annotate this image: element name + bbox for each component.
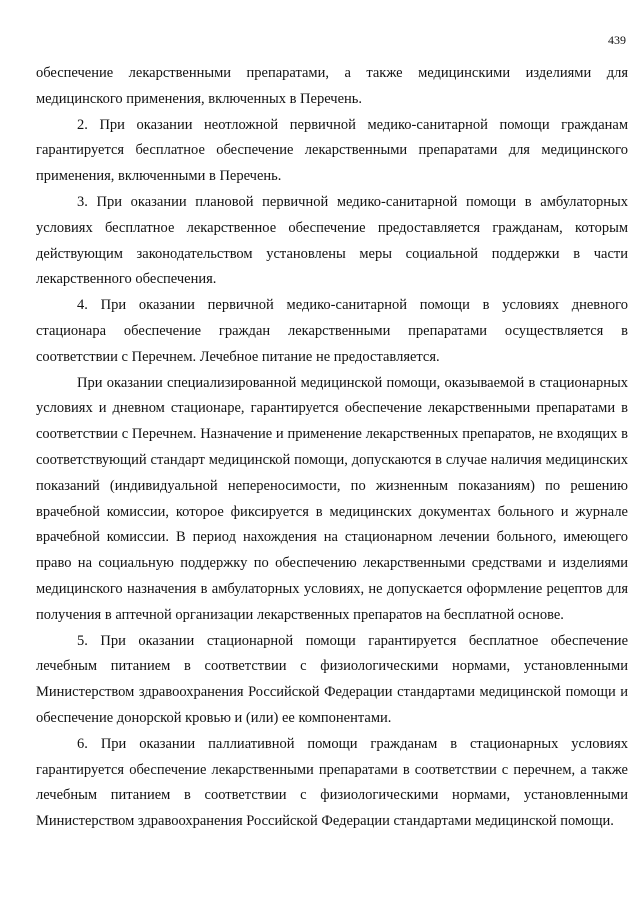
page-number: 439 bbox=[608, 33, 626, 47]
paragraph-item-5: 5. При оказании стационарной помощи гарантируется бесплатное обеспечение лечебным питанием в соответствии с физиологическими нормами, установленными Министерством здравоохранения Российской Федерации стандартами медицинской помощи и обеспечение донорской кровью и (или) ее компонентами. bbox=[36, 632, 628, 726]
paragraph-item-3: 3. При оказании плановой первичной медико-санитарной помощи в амбулаторных условиях бесплатное лекарственное обеспечение предоставляется гражданам, которым действующим законодательством установлены меры социальной поддержки в части лекарственного обеспечения. bbox=[36, 193, 628, 288]
document-body bbox=[36, 61, 628, 835]
paragraph-specialized-care: При оказании специализированной медицинской помощи, оказываемой в стационарных условиях и дневном стационаре, гарантируется обеспечение лекарственными препаратами в соответствии с Перечнем. Назначение и применение лекарственных препаратов, не входящих в соответствующий стандарт медицинской помощи, допускаются в случае наличия медицинских показаний (индивидуальной непереносимости, по жизненным показаниям) по решению врачебной комиссии, которое фиксируется в медицинских документах больного и журнале врачебной комиссии. В период нахождения на стационарном лечении больного, имеющего право на социальную поддержку по обеспечению лекарственными средствами и изделиями медицинского назначения в амбулаторных условиях, не допускается оформление рецептов для получения в аптечной организации лекарственных препаратов на бесплатной основе. bbox=[36, 374, 628, 623]
paragraph-item-6: 6. При оказании паллиативной помощи гражданам в стационарных условиях гарантируется обеспечение лекарственными препаратами в соответствии с перечнем, а также лечебным питанием в соответствии с физиологическими нормами, установленными Министерством здравоохранения Российской Федерации стандартами медицинской помощи. bbox=[36, 735, 628, 830]
paragraph-continuation: обеспечение лекарственными препаратами, а также медицинскими изделиями для медицинского применения, включенных в Перечень. bbox=[36, 65, 628, 107]
paragraph-item-4: 4. При оказании первичной медико-санитарной помощи в условиях дневного стационара обеспечение граждан лекарственными препаратами осуществляется в соответствии с Перечнем. Лечебное питание не предоставляется. bbox=[36, 297, 628, 365]
paragraph-item-2: 2. При оказании неотложной первичной медико-санитарной помощи гражданам гарантируется бесплатное обеспечение лекарственными препаратами для медицинского применения, включенными в Перечень. bbox=[36, 116, 628, 185]
